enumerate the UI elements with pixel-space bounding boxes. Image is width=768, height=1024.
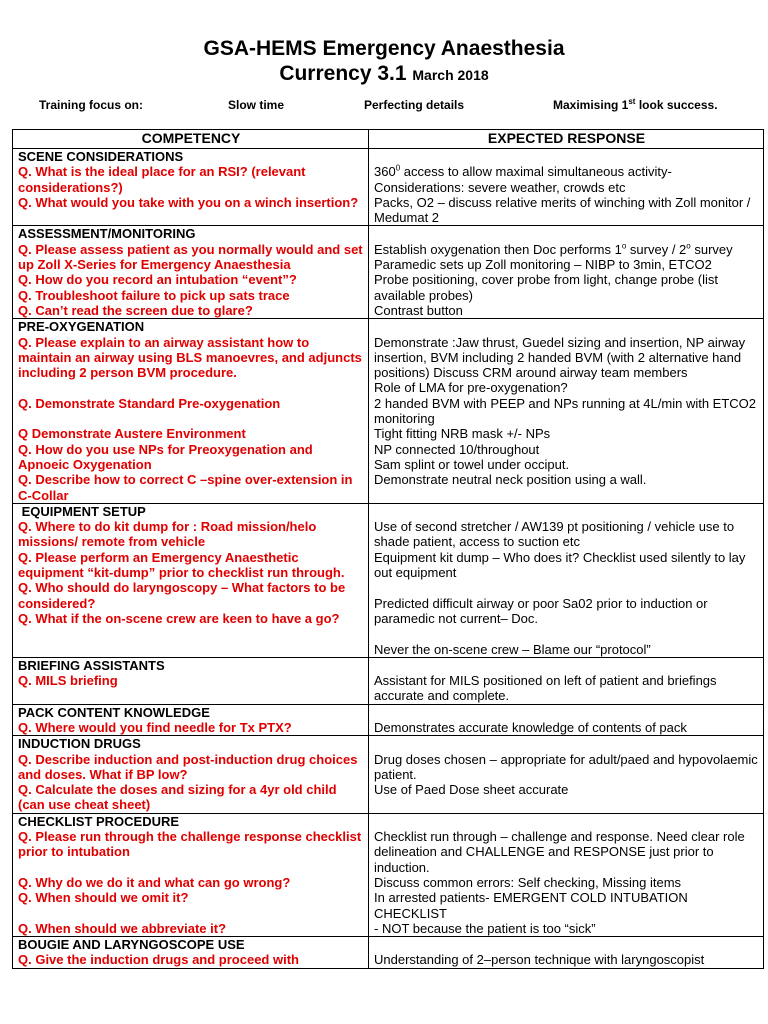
response: Packs, O2 – discuss relative merits of winching with Zoll monitor / Medumat 2 — [374, 194, 751, 226]
competency-cell — [13, 319, 369, 504]
response-cell — [369, 319, 764, 504]
response-cell — [369, 704, 764, 736]
response: Equipment kit dump – Who does it? Checklist used silently to lay out equipment — [374, 549, 746, 581]
question: Q. When should we abbreviate it? — [18, 920, 227, 936]
question: Q. Give the induction drugs and proceed with — [18, 952, 299, 968]
question: Q. Who should do laryngoscopy – What factors to be considered? — [18, 580, 346, 611]
response-cell — [369, 226, 764, 319]
question: Q. Troubleshoot failure to pick up sats trace — [18, 287, 290, 303]
competency-table — [12, 129, 764, 969]
training-focus-item-3: Maximising 1st look success. — [553, 97, 718, 112]
question: Q. What would you take with you on a winch insertion? — [18, 194, 359, 210]
section-title: BOUGIE AND LARYNGOSCOPE USE — [18, 937, 245, 953]
question: Q. Please explain to an airway assistant how to maintain an airway using BLS manoevres, and adjuncts including 2 person BVM procedure. — [18, 334, 362, 381]
competency-cell — [13, 937, 369, 969]
section-title: PACK CONTENT KNOWLEDGE — [18, 704, 210, 720]
response: Assistant for MILS positioned on left of patient and briefings accurate and complete. — [374, 673, 717, 704]
column-header-expected-response: EXPECTED RESPONSE — [369, 130, 764, 149]
version-label: Currency 3.1 — [279, 62, 407, 85]
response: Never the on-scene crew – Blame our “protocol” — [374, 641, 651, 657]
response: Contrast button — [374, 302, 463, 318]
document-subtitle — [0, 62, 768, 87]
response: In arrested patients- EMERGENT COLD INTUBATION CHECKLIST — [374, 890, 688, 921]
competency-cell — [13, 736, 369, 813]
response-cell — [369, 149, 764, 226]
response: Establish oxygenation then Doc performs 1$^o$ survey / 2$^o$ survey Paramedic sets up Zoll monitoring – NIBP to 3min, ETCO2 — [374, 241, 733, 273]
question: Q. Why do we do it and what can go wrong? — [18, 874, 291, 890]
section-title: BRIEFING ASSISTANTS — [18, 657, 165, 673]
response: Use of second stretcher / AW139 pt positioning / vehicle use to shade patient, access to suction etc — [374, 519, 735, 550]
response: Predicted difficult airway or poor Sa02 prior to induction or paramedic not current– Doc. — [374, 595, 708, 626]
response: Role of LMA for pre-oxygenation? — [374, 380, 568, 396]
question: Q. Please run through the challenge response checklist prior to intubation — [18, 829, 362, 860]
question: Q. Where would you find needle for Tx PTX? — [18, 719, 292, 735]
table-row — [13, 319, 764, 504]
section-title: PRE-OXYGENATION — [18, 319, 145, 335]
table-row — [13, 813, 764, 936]
document-date: March 2018 — [412, 67, 489, 83]
table-row — [13, 736, 764, 813]
competency-cell — [13, 704, 369, 736]
question: Q. Calculate the doses and sizing for a 4yr old child (can use cheat sheet) — [18, 782, 337, 813]
response: Discuss common errors: Self checking, Missing items — [374, 874, 682, 890]
response: Use of Paed Dose sheet accurate — [374, 782, 569, 798]
table-row — [13, 657, 764, 704]
response-cell — [369, 937, 764, 969]
response: Sam splint or towel under occiput. — [374, 456, 570, 472]
question: Q. Where to do kit dump for : Road mission/helo missions/ remote from vehicle — [18, 519, 317, 550]
section-title: CHECKLIST PROCEDURE — [18, 813, 180, 829]
question: Q. Describe how to correct C –spine over-extension in C-Collar — [18, 472, 353, 503]
response: $360^0$ access to allow maximal simultaneous activity- — [374, 163, 672, 180]
question: Q. Describe induction and post-induction drug choices and doses. What if BP low? — [18, 751, 358, 782]
question: Q. What is the ideal place for an RSI? (relevant considerations?) — [18, 164, 306, 195]
competency-cell — [13, 226, 369, 319]
response: - NOT because the patient is too “sick” — [374, 920, 596, 936]
response-cell — [369, 657, 764, 704]
column-header-competency: COMPETENCY — [13, 130, 369, 149]
section-title: EQUIPMENT SETUP — [18, 503, 146, 519]
response: Demonstrate neutral neck position using a wall. — [374, 472, 647, 488]
response-cell — [369, 503, 764, 657]
response: Understanding of 2–person technique with laryngoscopist — [374, 952, 705, 968]
response: Considerations: severe weather, crowds etc — [374, 179, 626, 195]
competency-cell — [13, 657, 369, 704]
question: Q. Can’t read the screen due to glare? — [18, 302, 253, 318]
response: Probe positioning, cover probe from light, change probe (list available probes) — [374, 272, 718, 303]
table-header-row — [13, 130, 764, 149]
response: Demonstrates accurate knowledge of contents of pack — [374, 719, 687, 735]
section-title: ASSESSMENT/MONITORING — [18, 226, 196, 242]
table-row — [13, 704, 764, 736]
response: Demonstrate :Jaw thrust, Guedel sizing and insertion, NP airway insertion, BVM including 2 handed BVM (with 2 alternative hand positions) Discuss CRM around airway team members — [374, 334, 746, 381]
training-focus-label: Training focus on: — [39, 98, 143, 112]
question: Q. Please perform an Emergency Anaesthetic equipment “kit-dump” prior to checklist run through. — [18, 549, 345, 581]
response-cell — [369, 813, 764, 936]
document-title: GSA-HEMS Emergency Anaesthesia — [203, 37, 565, 60]
question: Q. What if the on-scene crew are keen to have a go? — [18, 610, 340, 626]
section-title: SCENE CONSIDERATIONS — [18, 149, 184, 164]
response: Tight fitting NRB mask +/- NPs — [374, 426, 551, 442]
question: Q. Demonstrate Standard Pre-oxygenation — [18, 395, 281, 411]
response: 2 handed BVM with PEEP and NPs running at 4L/min with ETCO2 monitoring — [374, 395, 757, 427]
table-row — [13, 226, 764, 319]
question: Q. MILS briefing — [18, 673, 118, 689]
section-title: INDUCTION DRUGS — [18, 736, 141, 752]
training-focus-item-1: Slow time — [228, 98, 285, 112]
question: Q. How do you use NPs for Preoxygenation and Apnoeic Oxygenation — [18, 441, 313, 472]
training-focus-item-2: Perfecting details — [364, 98, 465, 112]
question: Q. When should we omit it? — [18, 890, 189, 906]
competency-cell — [13, 813, 369, 936]
competency-cell — [13, 503, 369, 657]
response: Drug doses chosen – appropriate for adult/paed and hypovolaemic patient. — [374, 751, 758, 782]
question: Q Demonstrate Austere Environment — [18, 426, 246, 442]
question: Q. Please assess patient as you normally would and set up Zoll X-Series for Emergency Anaesthesia — [18, 241, 363, 273]
table-row — [13, 937, 764, 969]
table-row — [13, 149, 764, 226]
response-cell — [369, 736, 764, 813]
question: Q. How do you record an intubation “event”? — [18, 272, 297, 288]
table-row — [13, 503, 764, 657]
response: NP connected 10/throughout — [374, 441, 540, 457]
response: Checklist run through – challenge and response. Need clear role delineation and CHALLENGE and RESPONSE just prior to induction. — [374, 829, 745, 875]
competency-cell — [13, 149, 369, 226]
